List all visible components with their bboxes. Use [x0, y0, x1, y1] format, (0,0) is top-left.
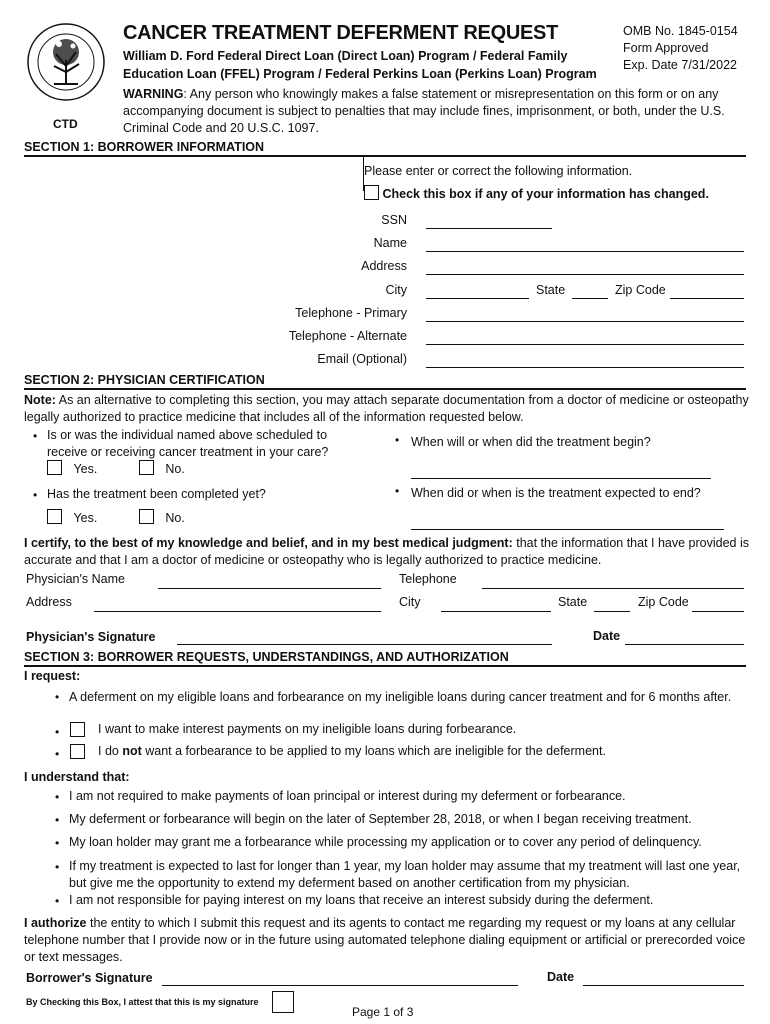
name-label: Name [373, 236, 407, 250]
address-field[interactable] [426, 274, 744, 275]
phone-alternate-label: Telephone - Alternate [288, 329, 407, 343]
bullet: • [55, 690, 60, 704]
physician-address-label: Address [26, 595, 72, 609]
bullet: • [55, 747, 60, 761]
q2-yes-checkbox[interactable] [47, 509, 62, 524]
name-field[interactable] [426, 251, 744, 252]
request-interest-payments: I want to make interest payments on my ineligible loans during forbearance. [98, 722, 517, 736]
bullet: • [395, 433, 400, 447]
physician-certify: I certify, to the best of my knowledge and belief, and in my best medical judgment: that the information that I have provided is accurate and that I am a doctor of medicine or osteopathy who is legally authorized to practice medicine. [24, 536, 749, 567]
q2-no-checkbox[interactable] [139, 509, 154, 524]
bullet: • [55, 725, 60, 739]
info-changed-row [364, 185, 709, 201]
q-treatment-scheduled: Is or was the individual named above scheduled to receive or receiving cancer treatment in your care? [47, 428, 329, 459]
info-changed-checkbox[interactable] [364, 185, 379, 200]
borrower-signature-label: Borrower's Signature [26, 971, 153, 985]
page-number: Page 1 of 3 [352, 1005, 414, 1019]
understand-label: I understand that: [24, 770, 130, 784]
bullet: • [33, 488, 38, 502]
program-subtitle: William D. Ford Federal Direct Loan (Direct Loan) Program / Federal Family Education Loan (FFEL) Program / Federal Perkins Loan (Perkins Loan) Program [123, 49, 597, 81]
section1-instruction: Please enter or correct the following information. [364, 164, 633, 178]
phone-primary-field[interactable] [426, 321, 744, 322]
request-deferment: A deferment on my eligible loans and forbearance on my ineligible loans during cancer treatment and for 6 months after. [69, 690, 732, 704]
ssn-field[interactable] [426, 228, 552, 229]
city-field[interactable] [426, 298, 529, 299]
understand-5: I am not responsible for paying interest on my loans that receive an interest subsidy during the deferment. [69, 893, 654, 907]
state-field[interactable] [572, 298, 608, 299]
state-label: State [536, 283, 566, 297]
understand-1: I am not required to make payments of loan principal or interest during my deferment or forbearance. [69, 789, 626, 803]
physician-telephone-label: Telephone [399, 572, 457, 586]
q-treatment-begin: When will or when did the treatment begin? [411, 435, 651, 449]
request-no-forbearance: I do not want a forbearance to be applied to my loans which are ineligible for the deferment. [98, 744, 606, 758]
understand-3: My loan holder may grant me a forbearance while processing my application or to cover any period of delinquency. [69, 835, 702, 849]
omb-number: OMB No. 1845-0154 [623, 24, 738, 38]
department-seal [26, 22, 106, 102]
understand-2: My deferment or forbearance will begin on the later of September 28, 2018, or when I began receiving treatment. [69, 812, 692, 826]
attest-label: By Checking this Box, I attest that this is my signature [26, 997, 259, 1007]
understand-4: If my treatment is expected to last for longer than 1 year, my loan holder may assume that my treatment will last one year, but give me the opportunity to extend my deferment based on another certification from my physician. [69, 859, 741, 890]
physician-state-label: State [558, 595, 588, 609]
bullet: • [55, 860, 60, 874]
ssn-label: SSN [381, 213, 407, 227]
treatment-begin-field[interactable] [411, 478, 711, 479]
physician-zip-label: Zip Code [638, 595, 689, 609]
physician-date-label: Date [593, 629, 621, 643]
bullet: • [55, 813, 60, 827]
attest-checkbox[interactable] [272, 991, 294, 1013]
treatment-end-field[interactable] [411, 529, 724, 530]
q1-yes-checkbox[interactable] [47, 460, 62, 475]
borrower-date-field[interactable] [583, 985, 744, 986]
bullet: • [395, 484, 400, 498]
physician-signature-label: Physician's Signature [26, 630, 156, 644]
q2-options: Yes. No. [47, 509, 185, 525]
section3-heading: SECTION 3: BORROWER REQUESTS, UNDERSTANDINGS, AND AUTHORIZATION [24, 650, 746, 667]
section2-heading: SECTION 2: PHYSICIAN CERTIFICATION [24, 373, 746, 390]
form-title: CANCER TREATMENT DEFERMENT REQUEST [123, 22, 558, 44]
zip-field[interactable] [670, 298, 744, 299]
physician-name-field[interactable] [158, 588, 381, 589]
interest-payments-checkbox[interactable] [70, 722, 85, 737]
phone-alternate-field[interactable] [426, 344, 744, 345]
warning-text: WARNING: Any person who knowingly makes a false statement or misrepresentation on this form or on any accompanying document is subject to penalties that may include fines, imprisonment, or both, under the U.S. Criminal Code and 20 U.S.C. 1097. [123, 87, 725, 135]
email-label: Email (Optional) [317, 352, 407, 366]
borrower-signature-field[interactable] [162, 985, 518, 986]
address-label: Address [361, 259, 407, 273]
physician-zip-field[interactable] [692, 611, 744, 612]
omb-info [623, 23, 738, 74]
q1-no-checkbox[interactable] [139, 460, 154, 475]
phone-primary-label: Telephone - Primary [295, 306, 407, 320]
form-code: CTD [53, 117, 78, 131]
no-forbearance-checkbox[interactable] [70, 744, 85, 759]
request-label: I request: [24, 669, 81, 683]
info-changed-label: Check this box if any of your information has changed. [382, 187, 709, 201]
bullet: • [33, 429, 38, 443]
zip-label: Zip Code [615, 283, 666, 297]
section2-note: Note: As an alternative to completing this section, you may attach separate documentation from a doctor of medicine or osteopathy legally authorized to practice medicine that includes all of the information requested below. [24, 393, 749, 424]
physician-address-field[interactable] [94, 611, 381, 612]
borrower-date-label: Date [547, 970, 575, 984]
bullet: • [55, 790, 60, 804]
form-approved: Form Approved [623, 41, 709, 55]
q1-options: Yes. No. [47, 460, 185, 476]
physician-city-label: City [399, 595, 421, 609]
q-treatment-completed: Has the treatment been completed yet? [47, 487, 266, 501]
physician-date-field[interactable] [625, 644, 744, 645]
physician-signature-field[interactable] [177, 644, 552, 645]
bullet: • [55, 836, 60, 850]
physician-name-label: Physician's Name [26, 572, 125, 586]
email-field[interactable] [426, 367, 744, 368]
expiration-date: Exp. Date 7/31/2022 [623, 58, 737, 72]
section1-heading: SECTION 1: BORROWER INFORMATION [24, 140, 746, 157]
city-label: City [385, 283, 407, 297]
q-treatment-end: When did or when is the treatment expected to end? [411, 486, 701, 500]
physician-state-field[interactable] [594, 611, 630, 612]
authorize-text: I authorize the entity to which I submit this request and its agents to contact me regarding my request or my loans at any cellular telephone number that I provide now or in the future using automated telephone dialing equipment or artificial or prerecorded voice or text messages. [24, 916, 746, 964]
bullet: • [55, 894, 60, 908]
physician-city-field[interactable] [441, 611, 551, 612]
physician-telephone-field[interactable] [482, 588, 744, 589]
